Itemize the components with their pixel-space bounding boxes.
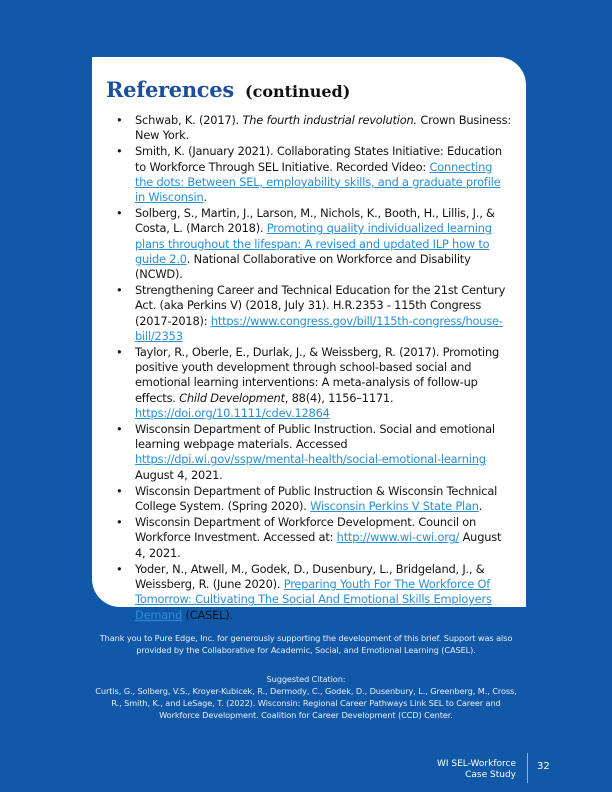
reference-text: Yoder, N., Atwell, M., Godek, D., Dusenbury, L., Bridgeland, J., & Weissberg, R. (June 2020). [135,561,485,592]
reference-link[interactable]: Wisconsin Perkins V State Plan [310,499,479,514]
bullet-icon: • [116,113,123,127]
citation-label: Suggested Citation: [266,674,346,684]
reference-text: Smith, K. (January 2021). Collaborating States Initiative: Education to Workforce Through SEL Initiative. Recorded Video: [135,144,502,174]
reference-item-dwd [106,515,512,561]
reference-text: Taylor, R., Oberle, E., Durlak, J., & Weissberg, R. (2017). Promoting positive youth development through school-based social and emotional learning interventions: A meta-analysis of follow-up effects. [135,345,500,405]
reference-text: Wisconsin Department of Public Instruction & Wisconsin Technical College System. (Spring 2020). [135,483,498,514]
reference-link[interactable]: https://doi.org/10.1111/cdev.12864 [135,405,330,420]
document-title-line2: Case Study [465,770,516,780]
reference-text: Schwab, K. (2017). [135,113,243,127]
heading-main: References [106,77,234,102]
reference-item-dpi-wtcs [106,484,512,514]
reference-text: August 4, 2021. [135,467,223,482]
bullet-icon: • [116,345,123,360]
page-number: 32 [537,761,550,772]
reference-item-taylor [106,345,512,421]
reference-item-smith [106,144,512,205]
reference-text: . National Collaborative on Workforce and Disability (NCWD). [135,251,471,282]
references-card [92,57,526,622]
suggested-citation: Curtis, G., Solberg, V.S., Kroyer-Kubicek, R., Dermody, C., Godek, D., Dusenbury, L., Greenberg, M., Cross, R., Smith, K., and LeSage, T. (2022). Wisconsin: Regional Career Pathways Link SEL to Career and Workforce Development. Coalition for Career Development (CCD) Center. [95,686,517,720]
reference-item-dpi-sel [106,422,512,483]
reference-link[interactable]: Connecting the dots: Between SEL, employability skills, and a graduate profile in Wisconsin [135,159,501,205]
reference-link[interactable]: https://www.congress.gov/bill/115th-congress/house-bill/2353 [135,313,503,343]
reference-text: . [203,190,207,205]
reference-item-perkins [106,283,512,344]
bullet-icon: • [116,206,123,221]
reference-text: Wisconsin Department of Workforce Development. Council on Workforce Investment. Accessed at: [135,515,477,545]
reference-list [106,113,512,623]
document-title [437,759,516,781]
acknowledgement-text: Thank you to Pure Edge, Inc. for generously supporting the development of this brief. Support was also provided by the Collaborative for Academic, Social, and Emotional Learning (CASEL). [99,633,513,655]
reference-title-italic: Child Development [179,390,285,405]
reference-text: Wisconsin Department of Public Instruction. Social and emotional learning webpage materials. Accessed [135,422,495,452]
reference-item-schwab [106,113,512,143]
reference-text: (CASEL). [182,607,233,622]
reference-item-yoder [106,562,512,623]
reference-text: . [478,499,483,514]
reference-title-italic: The fourth industrial revolution. [242,113,417,127]
page-number-divider [527,753,528,783]
bullet-icon: • [116,422,123,437]
reference-text: Strengthening Career and Technical Education for the 21st Century Act. (aka Perkins V) (2018, July 31). H.R.2353 - 115th Congress (2017-2018): [135,283,506,328]
reference-item-solberg [106,206,512,282]
bullet-icon: • [116,483,123,498]
reference-text: Solberg, S., Martin, J., Larson, M., Nichols, K., Booth, H., Lillis, J., & Costa, L. (March 2018). [135,206,495,236]
reference-link[interactable]: https://dpi.wi.gov/sspw/mental-health/social-emotional-learning [135,452,486,467]
bullet-icon: • [116,283,123,298]
heading-sub: (continued) [245,82,351,101]
reference-link[interactable]: Promoting quality individualized learning plans throughout the lifespan: A revised and updated ILP how to guide 2.0 [135,221,492,266]
bullet-icon: • [116,515,123,530]
document-title-line1: WI SEL-Workforce [436,759,516,769]
reference-link[interactable]: http://www.wi-cwi.org/ [336,530,460,545]
reference-link[interactable]: Preparing Youth For The Workforce Of Tomorrow: Cultivating The Social And Emotional Skills Employers Demand [135,577,492,622]
bullet-icon: • [116,144,123,159]
reference-text: , 88(4), 1156–1171. [284,390,394,405]
reference-text: August 4, 2021. [135,530,502,560]
bullet-icon: • [116,561,123,576]
page-heading [106,67,512,105]
reference-text: Crown Business: New York. [135,113,511,143]
